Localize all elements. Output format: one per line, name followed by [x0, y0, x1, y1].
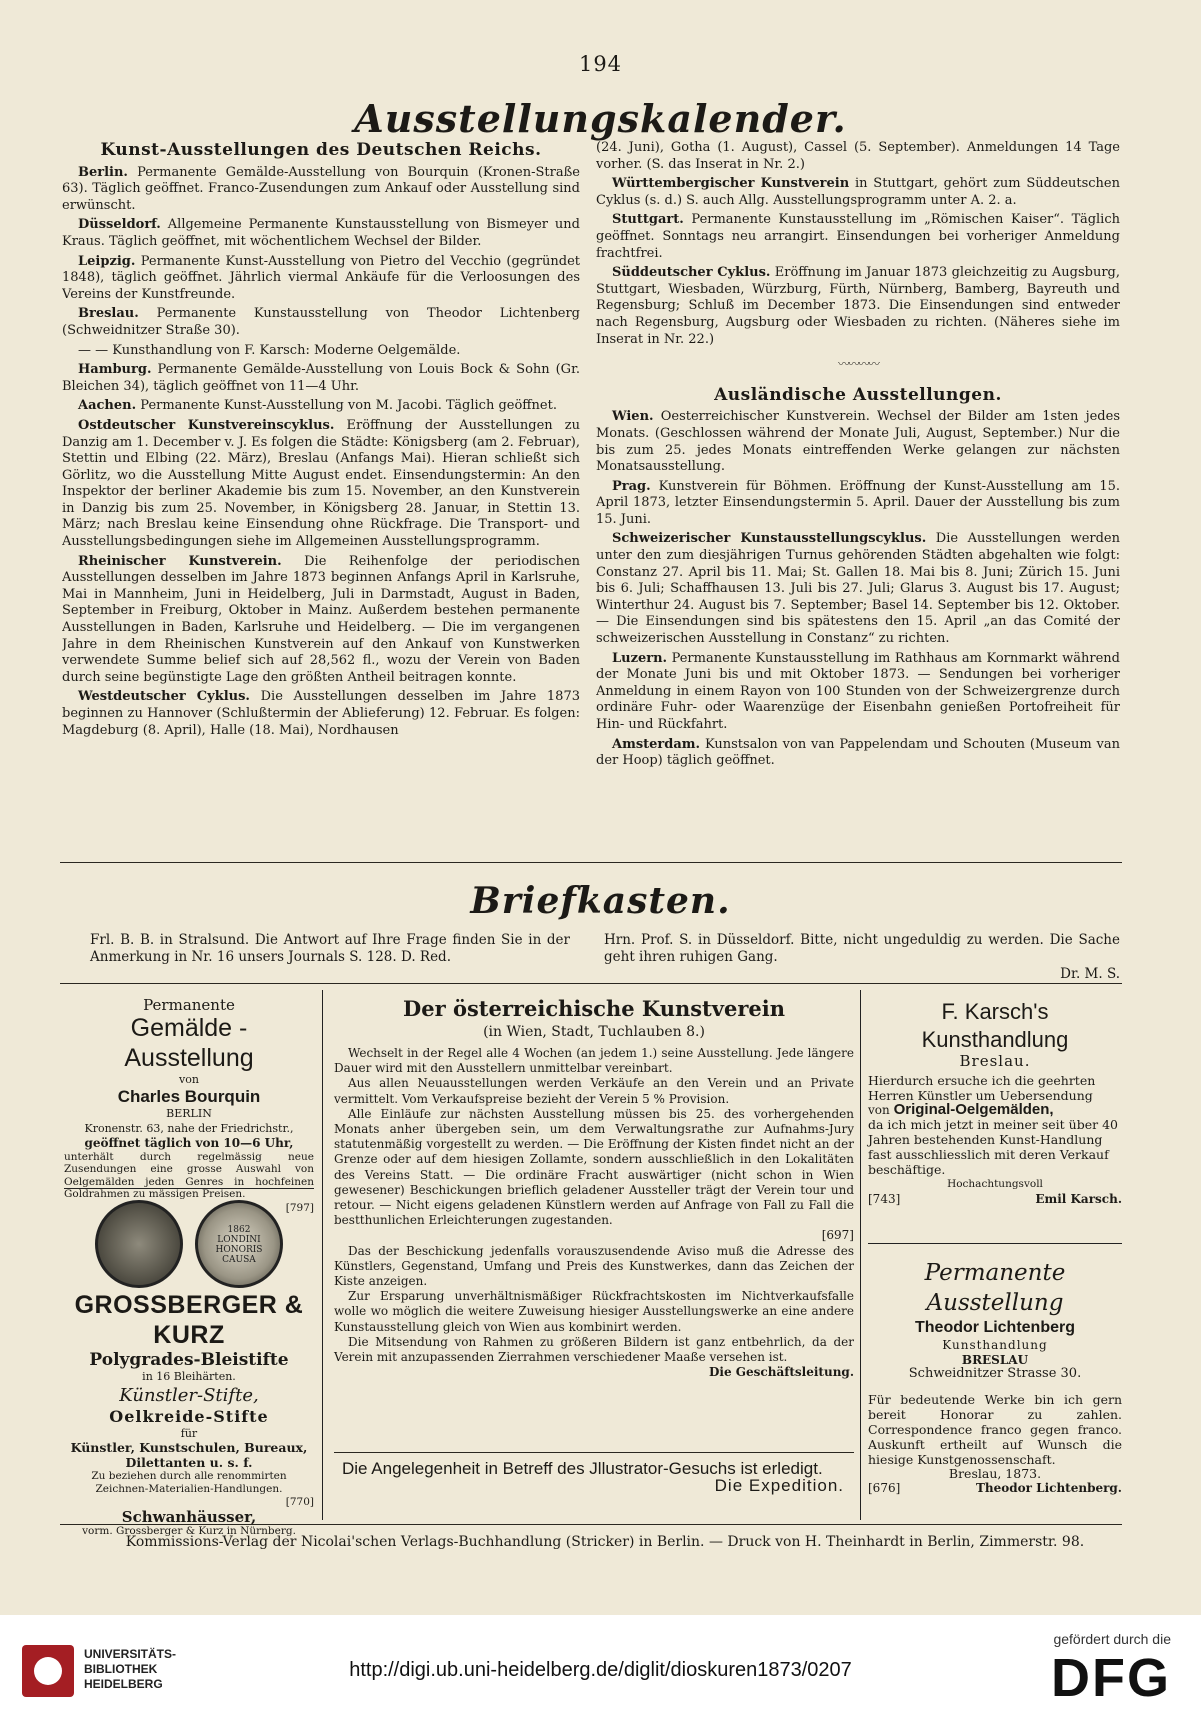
- page-number: 194: [578, 52, 623, 76]
- vertical-rule-left: [322, 990, 323, 1520]
- entry-ostdeutsch: Ostdeutscher Kunstvereinscyklus. Eröffnung der Ausstellungen zu Danzig am 1. December v. J. Es folgen die Städte: Königsberg (am 2. Februar), Stettin und Elbing (22. März), Breslau (Anfangs Mai). Hieran schließt sich Görlitz, wo die Ausstellung Mitte August endet. Einsendungstermin: An den Inspektor der berliner Akademie bis zum 15. November, an den Kunstverein in Danzig bis zum 25. November, in Königsberg 28. Januar, in Stettin 13. März; nach Breslau keine Einsendung ohne Rückfrage. Die Transport- und Ausstellungsbedingungen siehe im Allgemeinen Ausstellungsprogramm.: [62, 417, 580, 550]
- briefkasten-right: Hrn. Prof. S. in Düsseldorf. Bitte, nicht ungeduldig zu werden. Die Sache geht ihren ruhigen Gang. Dr. M. S.: [604, 932, 1120, 982]
- ad-lichtenberg: Permanente Ausstellung Theodor Lichtenberg Kunsthandlung BRESLAU Schweidnitzer Strasse 30. Für bedeutende Werke bin ich gern bereit Honorar zu zahlen. Correspondence franco gegen franco. Auskunft ertheilt auf Wunsch die hiesige Kunstgenossenschaft. Breslau, 1873. [676] Theodor Lichtenberg.: [868, 1260, 1122, 1495]
- left-column: [62, 140, 580, 845]
- entry-karsch: — — Kunsthandlung von F. Karsch: Moderne Oelgemälde.: [78, 342, 461, 358]
- divider-rule-ads: [60, 983, 1122, 984]
- entry-hamburg: Hamburg. Permanente Gemälde-Ausstellung von Louis Bock & Sohn (Gr. Bleichen 34), täglich geöffnet von 11—4 Uhr.: [62, 362, 580, 394]
- entry-amsterdam: Amsterdam. Kunstsalon von van Pappelendam und Schouten (Museum van der Hoop) täglich geöffnet.: [596, 736, 1120, 769]
- divider-rule-footer: [60, 1524, 1122, 1525]
- entry-wien: Wien. Oesterreichischer Kunstverein. Wechsel der Bilder am 1sten jedes Monats. (Geschlossen während der Monate Juli, August, September.) Nur die bis zum 25. jedes Monats eintreffenden Werke gelangen zur nächsten Monatsausstellung.: [596, 409, 1120, 475]
- briefkasten-left: Frl. B. B. in Stralsund. Die Antwort auf Ihre Frage finden Sie in der Anmerkung in Nr. 16 unsers Journals S. 128. D. Red.: [90, 932, 570, 965]
- ad-grossberger: 1862 LONDINI HONORIS CAUSA GROSSBERGER & KURZ Polygrades-Bleistifte in 16 Bleihärten. Künstler-Stifte, Oelkreide-Stifte für Künstler, Kunstschulen, Bureaux, Dilettanten u. s. f. Zu beziehen durch alle renommirten Zeichnen-Materialien-Handlungen. [770] Schwanhäusser, vorm. Grossberger & Kurz in Nürnberg.: [64, 1198, 314, 1518]
- page-title: Ausstellungskalender.: [354, 96, 847, 141]
- divider-rule: [60, 862, 1122, 863]
- kunstverein-para-5: Zur Ersparung unverhältnismäßiger Rückfrachtskosten im Nichtverkaufsfalle wolle wo möglich die weitere Zuweisung hiesiger Ausstellungswerke an eine andere Kunstausstellung gleich von Wien aus kombinirt werden.: [334, 1289, 854, 1334]
- entry-aachen: Aachen. Permanente Kunst-Ausstellung von M. Jacobi. Täglich geöffnet.: [78, 398, 557, 414]
- entry-wuerttemberg: Württembergischer Kunstverein in Stuttgart, gehört zum Süddeutschen Cyklus (s. d.) S. auch Allg. Ausstellungsprogramm unter A. 2. a.: [596, 176, 1120, 208]
- briefkasten-signature: Dr. M. S.: [1060, 966, 1120, 982]
- notice-expedition: Die Angelegenheit in Betreff des Jllustrator-Gesuchs ist erledigt. Die Expedition.: [342, 1459, 844, 1495]
- ad-kunstverein: Der österreichische Kunstverein (in Wien, Stadt, Tuchlauben 8.) Wechselt in der Regel alle 4 Wochen (an jedem 1.) seine Ausstellung. Jede längere Dauer wird mit den Ausstellern unmittelbar vereinbart. Aus allen Neuausstellungen werden Verkäufe an den Verein und an Private vermittelt. Vom Verkaufspreise bezieht der Verein 5 % Provision. Alle Einläufe zur nächsten Ausstellung müssen bis 25. des vorhergehenden Monats anher übergeben sein, um dem Verwaltungsrathe zur Aufnahms-Jury statutenmäßig vorgestellt zu werden. — Die Eröffnung der Kisten findet nicht an der Grenze oder auf dem hiesigen Zollamte, sondern ausschließlich in den Lokalitäten des Vereins Statt. — Die ordinäre Fracht auswärtiger (nicht schon in Wien gewesener) Beschickungen brieflich geladener Aussteller trägt der Verein tour und retour. — Nicht eigens geladenen Künstlern werden auf Anfrage von Fall zu Fall die bestthunlichen Erleichterungen zugestanden. [697] Das der Beschickung jedenfalls vorauszusendende Aviso muß die Adresse des Künstlers, Gegenstand, Umfang und Preis des Kunstwerkes, dann das Zeichen der Kiste anzeigen. Zur Ersparung unverhältnismäßiger Rückfrachtskosten im Nichtverkaufsfalle wolle wo möglich die weitere Zuweisung hiesiger Ausstellungswerke an eine andere Kunstausstellung gleich von Wien aus kombinirt werden. Die Mitsendung von Rahmen zu größeren Bildern ist ganz entbehrlich, da der Verein mit anzupassenden Zierrahmen verschiedener Maaße versehen ist. Die Geschäftsleitung.: [334, 996, 854, 1380]
- imprint: Kommissions-Verlag der Nicolai'schen Verlags-Buchhandlung (Stricker) in Berlin. — Druck von H. Theinhardt in Berlin, Zimmerstr. 98.: [125, 1534, 1085, 1550]
- section-title-foreign: Ausländische Ausstellungen.: [714, 384, 1002, 405]
- kunstverein-para-6: Die Mitsendung von Rahmen zu größeren Bildern ist ganz entbehrlich, da der Verein mit anzupassenden Zierrahmen verschiedener Maaße versehen ist.: [334, 1334, 854, 1365]
- notice-rule: [334, 1452, 854, 1453]
- medal-images: [64, 1198, 314, 1290]
- right-column: [596, 140, 1120, 845]
- entry-sueddeutsch: Süddeutscher Cyklus. Eröffnung im Januar 1873 gleichzeitig zu Augsburg, Stuttgart, Wiesbaden, Würzburg, Fürth, Nürnberg, Bamberg, Bayreuth und Regensburg; Schluß im December 1873. Die Einsendungen sind entweder nach Regensburg, Augsburg oder Wiesbaden zu richten. (Näheres siehe im Inserat in Nr. 22.): [596, 265, 1120, 347]
- ad-bourquin: Permanente Gemälde - Ausstellung von Charles Bourquin BERLIN Kronenstr. 63, nahe der Friedrichstr., geöffnet täglich von 10—6 Uhr, unterhält durch regelmässig neue Zusendungen eine grosse Auswahl von Oelgemälden jeden Genres in hochfeinen Goldrahmen zu mässigen Preisen. [797]: [64, 996, 314, 1214]
- ad-karsch: F. Karsch's Kunsthandlung Breslau. Hierdurch ersuche ich die geehrten Herren Künstler um Uebersendung von Original-Oelgemälden, da ich mich jetzt in meiner seit über 40 Jahren bestehenden Kunst-Handlung fast ausschliesslich mit deren Verkauf beschäftige. Hochachtungsvoll [743] Emil Karsch.: [868, 998, 1122, 1244]
- section-title-german: Kunst-Ausstellungen des Deutschen Reichs.: [100, 140, 542, 160]
- sponsor-line: gefördert durch die: [1053, 1631, 1171, 1647]
- entry-rheinisch: Rheinischer Kunstverein. Die Reihenfolge der periodischen Ausstellungen desselben im Jahre 1873 beginnen Anfangs April in Karlsruhe, Mai in Mannheim, Juni in Heidelberg, Juli in Darmstadt, August in Baden, September in Freiburg, Oktober in Mainz. Außerdem bestehen permanente Ausstellungen in Baden, Karlsruhe und Heidelberg. — Die im vergangenen Jahre in dem Rheinischen Kunstverein auf den Ankauf von Kunstwerken verwendete Summe belief sich auf 28,562 fl., wozu der Verein von Baden durch seine begünstigte Lage den größten Antheil beitragen konnte.: [62, 553, 580, 685]
- kunstverein-signature: Die Geschäftsleitung.: [709, 1365, 854, 1380]
- dfg-icon: DFG: [1051, 1648, 1171, 1708]
- entry-schweiz: Schweizerischer Kunstausstellungscyklus. Die Ausstellungen werden unter den zum diesjährigen Turnus gehörenden Städten abgehalten wie folgt: Constanz 27. April bis 11. Mai; St. Gallen 18. Mai bis 8. Juni; Zürich 15. Juni bis 6. Juli; Schaffhausen 13. Juli bis 27. Juli; Glarus 3. August bis 17. August; Winterthur 24. August bis 7. September; Basel 14. September bis 12. Oktober. — Die Einsendungen sind bis spätestens den 15. April „an das Comité der schweizerischen Ausstellung in Constanz“ zu richten.: [596, 531, 1120, 647]
- ornament-divider: 〰〰〰〰: [837, 357, 878, 372]
- kunstverein-para-3: Alle Einläufe zur nächsten Ausstellung müssen bis 25. des vorhergehenden Monats anher übergeben sein, um dem Verwaltungsrathe zur Aufnahms-Jury statutenmäßig vorgestellt zu werden. — Die Eröffnung der Kisten findet nicht an der Grenze oder auf dem hiesigen Zollamte, sondern ausschließlich in den Lokalitäten des Vereins Statt. — Die ordinäre Fracht auswärtiger (nicht schon in Wien gewesener) Beschickungen brieflich geladener Aussteller trägt der Verein tour und retour. — Nicht eigens geladenen Künstlern werden auf Anfrage von Fall zu Fall die bestthunlichen Erleichterungen zugestanden.: [334, 1106, 854, 1228]
- vertical-rule-right: [860, 990, 861, 1520]
- viewer-footer: [0, 1615, 1201, 1725]
- medal-icon: [95, 1200, 183, 1288]
- entry-duesseldorf: Düsseldorf. Allgemeine Permanente Kunstausstellung von Bismeyer und Kraus. Täglich geöffnet, mit wöchentlichem Wechsel der Bilder.: [62, 217, 580, 249]
- kunstverein-para-4: Das der Beschickung jedenfalls vorauszusendende Aviso muß die Adresse des Künstlers, Gegenstand, Umfang und Preis des Kunstwerkes, dann das Zeichen der Kiste anzeigen.: [334, 1243, 854, 1289]
- library-name: UNIVERSITÄTS- BIBLIOTHEK HEIDELBERG: [84, 1647, 177, 1691]
- entry-leipzig: Leipzig. Permanente Kunst-Ausstellung von Pietro del Vecchio (gegründet 1848), täglich geöffnet. Jährlich viermal Ankäufe für die Verloosungen des Vereins der Kunstfreunde.: [62, 253, 580, 302]
- kunstverein-para-2: Aus allen Neuausstellungen werden Verkäufe an den Verein und an Private vermittelt. Vom Verkaufspreise bezieht der Verein 5 % Provision.: [334, 1076, 854, 1106]
- entry-prag: Prag. Kunstverein für Böhmen. Eröffnung der Kunst-Ausstellung am 15. April 1873, letzter Einsendungstermin 5. April. Dauer der Ausstellung bis zum 15. Juni.: [596, 478, 1120, 527]
- permalink[interactable]: http://digi.ub.uni-heidelberg.de/diglit/dioskuren1873/0207: [349, 1659, 852, 1681]
- entry-berlin: Berlin. Permanente Gemälde-Ausstellung von Bourquin (Kronen-Straße 63). Täglich geöffnet. Franco-Zusendungen zum Ankauf oder Ausstellung sind erwünscht.: [62, 164, 580, 213]
- entry-westdeutsch: Westdeutscher Cyklus. Die Ausstellungen desselben im Jahre 1873 beginnen zu Hannover (Schlußtermin der Ablieferung) 12. Februar. Es folgen: Magdeburg (8. April), Halle (18. Mai), Nordhausen: [62, 689, 580, 738]
- dfg-logo[interactable]: [1051, 1631, 1171, 1709]
- kunstverein-ref: [697]: [821, 1228, 854, 1243]
- kunstverein-para-1: Wechselt in der Regel alle 4 Wochen (an jedem 1.) seine Ausstellung. Jede längere Dauer wird mit den Ausstellern unmittelbar vereinbart.: [334, 1046, 854, 1076]
- entry-breslau: Breslau. Permanente Kunstausstellung von Theodor Lichtenberg (Schweidnitzer Straße 30).: [62, 306, 580, 338]
- briefkasten-title: Briefkasten.: [470, 880, 731, 922]
- entry-luzern: Luzern. Permanente Kunstausstellung im Rathhaus am Kornmarkt während der Monate Juni bis und mit Oktober 1873. — Sendungen bei vorheriger Anmeldung in einem Rayon von 100 Stunden von der Schweizergrenze durch ordinäre Fuhr- oder Waarenzüge der Eisenbahn genießen Portofreiheit für Hin- und Rückfahrt.: [596, 650, 1120, 732]
- entry-stuttgart: Stuttgart. Permanente Kunstausstellung im „Römischen Kaiser“. Täglich geöffnet. Sonntags neu arrangirt. Einsendungen bei vorheriger Anmeldung frachtfrei.: [596, 212, 1120, 261]
- continuation-text: (24. Juni), Gotha (1. August), Cassel (5. September). Anmeldungen 14 Tage vorher. (S. das Inserat in Nr. 2.): [596, 140, 1120, 172]
- medal-londini-icon: 1862 LONDINI HONORIS CAUSA: [195, 1200, 283, 1288]
